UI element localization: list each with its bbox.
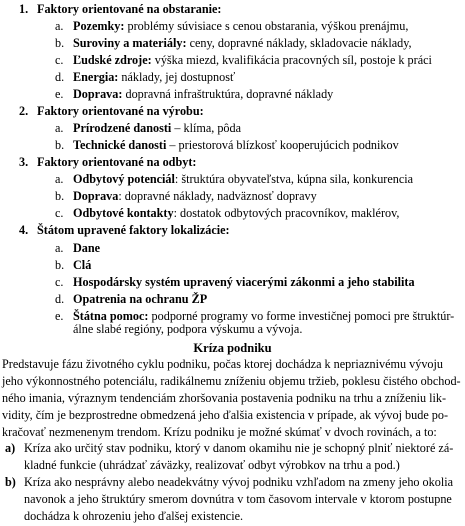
section-3-number: 3. xyxy=(19,155,29,169)
item-text xyxy=(73,206,399,220)
item-mark: a. xyxy=(55,19,64,33)
item-rest: – priestorová blízkosť kooperujúcich podnikov xyxy=(166,138,399,152)
section-4-number: 4. xyxy=(19,223,29,237)
item-rest: dopravná infraštruktúra, dopravné náklady xyxy=(122,87,334,101)
item-mark: d. xyxy=(55,70,65,84)
item-text xyxy=(73,309,454,323)
item-term: Prírodzené danosti xyxy=(73,121,172,135)
item-term: Pozemky: xyxy=(73,19,125,33)
item-mark: b. xyxy=(55,36,65,50)
item-mark: e. xyxy=(55,309,64,323)
section-2-number: 2. xyxy=(19,104,29,118)
section-4-item-d xyxy=(55,292,208,306)
item-text xyxy=(73,19,408,33)
item-rest: podporné programy vo forme investičnej pomoci pre štruktúr- xyxy=(148,309,455,323)
crisis-paragraph-line-3: ného imania, výraznym tendenciám zhoršovania postavenia podniku na trhu a zníženiu lik- xyxy=(2,391,447,405)
section-1-item-a xyxy=(55,19,409,33)
item-mark: c. xyxy=(55,275,64,289)
section-4-item-e xyxy=(55,309,455,323)
section-3-item-a xyxy=(55,172,414,186)
item-term: Clá xyxy=(73,258,92,272)
section-2-item-b xyxy=(55,138,399,152)
item-text xyxy=(73,36,412,50)
item-text xyxy=(73,189,317,203)
item-rest: ceny, dopravné náklady, skladovacie náklady, xyxy=(186,36,412,50)
item-rest: : štruktúra obyvateľstva, kúpna sila, konkurencia xyxy=(174,172,414,186)
item-mark: b. xyxy=(55,138,65,152)
crisis-title: Kríza podniku xyxy=(193,341,272,355)
item-text xyxy=(73,241,100,255)
section-1-item-d xyxy=(55,70,236,84)
section-3-item-c xyxy=(55,206,400,220)
item-term: Štátna pomoc: xyxy=(73,309,149,323)
item-mark: c. xyxy=(55,53,64,67)
item-term: Technické danosti xyxy=(73,138,167,152)
section-4-heading: Štátom upravené faktory lokalizácie: xyxy=(37,223,230,237)
item-term: Suroviny a materiály: xyxy=(73,36,187,50)
item-mark: a. xyxy=(55,172,64,186)
item-mark: e. xyxy=(55,87,64,101)
item-text xyxy=(73,70,235,84)
crisis-point-b-line-3: dochádza k ohrozeniu jeho ďalšej existencie. xyxy=(24,509,244,523)
item-mark: b. xyxy=(55,258,65,272)
item-rest: : dopravné náklady, nadväznosť dopravy xyxy=(118,189,317,203)
crisis-paragraph-line-2: jeho výkonnostného potenciálu, radikálnemu zníženiu objemu tržieb, poklesu čistého obchod- xyxy=(2,374,461,388)
section-2-item-a xyxy=(55,121,242,135)
item-rest: náklady, jej dostupnosť xyxy=(118,70,236,84)
crisis-paragraph-line-1: Predstavuje fázu životného cyklu podniku, počas ktorej dochádza k nepriaznivému vývoju xyxy=(2,357,443,371)
item-term: Doprava xyxy=(73,189,119,203)
item-term: Hospodársky systém upravený viacerými zákonmi a jeho stabilita xyxy=(73,275,415,289)
section-1-item-e xyxy=(55,87,334,101)
item-term: Opatrenia na ochranu ŽP xyxy=(73,292,208,306)
crisis-point-b-line-2: navonok a jeho štruktúry smerom dovnútra v tom časovom intervale v ktorom postupne xyxy=(24,492,452,506)
section-1-heading: Faktory orientované na obstaranie: xyxy=(37,2,222,16)
item-text xyxy=(73,53,432,67)
crisis-paragraph-line-5: kračovať nezmenenym trendom. Krízu podniku je možné skúmať v dvoch rovinách, a to: xyxy=(2,425,437,439)
item-rest: : dostatok odbytových pracovníkov, maklérov, xyxy=(173,206,400,220)
item-text xyxy=(73,121,241,135)
item-text xyxy=(73,275,415,289)
section-3-item-b xyxy=(55,189,317,203)
item-term: Odbytový potenciál xyxy=(73,172,175,186)
item-text xyxy=(73,258,91,272)
item-rest: výška miezd, kvalifikácia pracovných síl, postoje k práci xyxy=(151,53,432,67)
item-mark: a. xyxy=(55,121,64,135)
item-term: Odbytové kontakty xyxy=(73,206,174,220)
item-term: Ľudské zdroje: xyxy=(73,53,152,67)
crisis-point-b-mark: b) xyxy=(5,475,16,489)
item-rest: problémy súvisiace s cenou obstarania, výškou prenájmu, xyxy=(124,19,409,33)
section-1-item-b xyxy=(55,36,412,50)
crisis-point-b-line-1: Kríza ako nesprávny alebo neadekvátny vývoj podniku vzhľadom na zmeny jeho okolia xyxy=(24,475,454,489)
section-4-item-e-continuation: álne slabé regióny, podpora výskumu a vývoja. xyxy=(73,322,303,336)
item-mark: b. xyxy=(55,189,65,203)
item-mark: a. xyxy=(55,241,64,255)
crisis-paragraph-line-4: vidity, čím je bezprostredne obmedzená jeho ďalšia existencia v prípade, ak vývoj bude po- xyxy=(2,408,449,422)
crisis-point-a-line-2: kladné funkcie (uhrádzať záväzky, realizovať odbyt výrobkov na trhu a pod.) xyxy=(24,458,400,472)
item-text xyxy=(73,138,399,152)
crisis-point-a-mark: a) xyxy=(5,441,16,455)
item-text xyxy=(73,87,333,101)
item-mark: d. xyxy=(55,292,65,306)
item-term: Doprava: xyxy=(73,87,123,101)
section-1-number: 1. xyxy=(19,2,29,16)
item-mark: c. xyxy=(55,206,64,220)
item-term: Energia: xyxy=(73,70,119,84)
item-text xyxy=(73,292,207,306)
crisis-point-a-line-1: Kríza ako určitý stav podniku, ktorý v danom okamihu nie je schopný plniť niektoré zá- xyxy=(24,441,454,455)
section-4-item-c xyxy=(55,275,415,289)
item-rest: – klíma, pôda xyxy=(171,121,242,135)
section-2-heading: Faktory orientované na výrobu: xyxy=(37,104,204,118)
item-text xyxy=(73,172,413,186)
section-4-item-b xyxy=(55,258,92,272)
item-term: Dane xyxy=(73,241,101,255)
section-4-item-a xyxy=(55,241,101,255)
section-3-heading: Faktory orientované na odbyt: xyxy=(37,155,197,169)
section-1-item-c xyxy=(55,53,432,67)
